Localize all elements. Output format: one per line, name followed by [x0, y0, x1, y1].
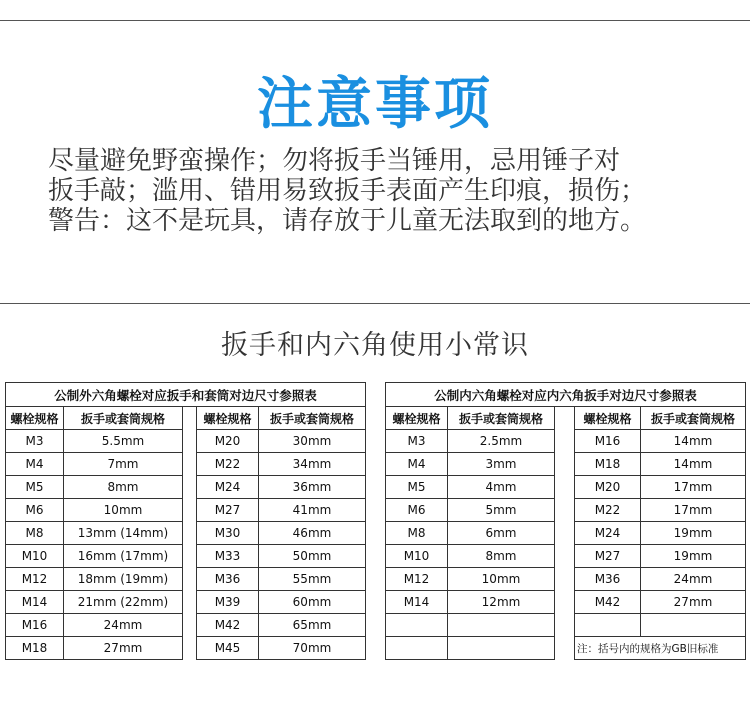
- bolt-size-cell: M10: [386, 545, 448, 568]
- wrench-size-cell: 10mm: [64, 499, 183, 522]
- bolt-size-cell: M39: [197, 591, 259, 614]
- table-gap: [183, 545, 197, 568]
- bolt-size-cell: M24: [575, 522, 641, 545]
- bolt-size-cell: M16: [6, 614, 64, 637]
- bolt-size-cell: M10: [6, 545, 64, 568]
- table-row: [6, 614, 746, 637]
- table-gap: [183, 522, 197, 545]
- bolt-size-cell: M12: [6, 568, 64, 591]
- table-row: [6, 453, 746, 476]
- bolt-size-cell: M45: [197, 637, 259, 660]
- table-gap: [555, 591, 575, 614]
- wrench-size-cell: 17mm: [641, 476, 746, 499]
- column-header-bolt: 螺栓规格: [197, 407, 259, 430]
- bolt-size-cell: M14: [6, 591, 64, 614]
- bolt-size-cell: M42: [575, 591, 641, 614]
- notice-line: 警告：这不是玩具，请存放于儿童无法取到的地方。: [48, 206, 647, 236]
- table-gap: [555, 522, 575, 545]
- wrench-size-cell: 7mm: [64, 453, 183, 476]
- table-gap: [366, 591, 386, 614]
- table-gap: [183, 614, 197, 637]
- bolt-size-cell: M18: [6, 637, 64, 660]
- notice-line: 扳手敲；滥用、错用易致扳手表面产生印痕，损伤；: [48, 176, 647, 206]
- wrench-size-cell: 50mm: [259, 545, 366, 568]
- wrench-size-cell: 13mm (14mm): [64, 522, 183, 545]
- right-table-header: 公制内六角螺栓对应内六角扳手对边尺寸参照表: [386, 383, 746, 407]
- column-header-wrench: 扳手或套筒规格: [64, 407, 183, 430]
- wrench-size-cell: 6mm: [448, 522, 555, 545]
- table-row: [6, 499, 746, 522]
- wrench-size-cell: 24mm: [641, 568, 746, 591]
- bolt-size-cell: M8: [386, 522, 448, 545]
- bolt-size-cell: M36: [197, 568, 259, 591]
- table-gap: [366, 407, 386, 430]
- wrench-size-cell: 30mm: [259, 430, 366, 453]
- table-row: [6, 568, 746, 591]
- reference-table: [5, 382, 746, 660]
- table-row: [6, 637, 746, 660]
- table-row: [6, 522, 746, 545]
- column-header-bolt: 螺栓规格: [386, 407, 448, 430]
- wrench-size-cell: 12mm: [448, 591, 555, 614]
- wrench-size-cell: 14mm: [641, 430, 746, 453]
- wrench-size-cell: 24mm: [64, 614, 183, 637]
- bolt-size-cell: M5: [386, 476, 448, 499]
- table-gap: [366, 545, 386, 568]
- table-gap: [366, 476, 386, 499]
- section-subtitle: 扳手和内六角使用小常识: [221, 330, 529, 361]
- wrench-size-cell: 5.5mm: [64, 430, 183, 453]
- wrench-size-cell: 60mm: [259, 591, 366, 614]
- bolt-size-cell: [386, 637, 448, 660]
- bolt-size-cell: M22: [197, 453, 259, 476]
- bolt-size-cell: M36: [575, 568, 641, 591]
- wrench-size-cell: 65mm: [259, 614, 366, 637]
- wrench-size-cell: 21mm (22mm): [64, 591, 183, 614]
- section-divider: [0, 303, 750, 304]
- wrench-size-cell: 4mm: [448, 476, 555, 499]
- wrench-size-cell: 8mm: [64, 476, 183, 499]
- table-gap: [555, 499, 575, 522]
- table-gap: [555, 407, 575, 430]
- table-gap: [366, 430, 386, 453]
- bolt-size-cell: M4: [6, 453, 64, 476]
- bolt-size-cell: M3: [6, 430, 64, 453]
- notice-text: [48, 146, 738, 236]
- table-gap: [366, 614, 386, 637]
- bolt-size-cell: M27: [575, 545, 641, 568]
- wrench-size-cell: 70mm: [259, 637, 366, 660]
- bolt-size-cell: M20: [575, 476, 641, 499]
- bolt-size-cell: M16: [575, 430, 641, 453]
- wrench-size-cell: [448, 637, 555, 660]
- bolt-size-cell: M6: [6, 499, 64, 522]
- table-row: [6, 545, 746, 568]
- bolt-size-cell: M3: [386, 430, 448, 453]
- wrench-size-cell: 14mm: [641, 453, 746, 476]
- bolt-size-cell: M33: [197, 545, 259, 568]
- wrench-size-cell: 19mm: [641, 522, 746, 545]
- left-table-header: 公制外六角螺栓对应扳手和套筒对边尺寸参照表: [6, 383, 366, 407]
- table-gap: [555, 430, 575, 453]
- table-gap: [183, 407, 197, 430]
- bolt-size-cell: M20: [197, 430, 259, 453]
- table-gap: [366, 637, 386, 660]
- bolt-size-cell: M42: [197, 614, 259, 637]
- wrench-size-cell: 41mm: [259, 499, 366, 522]
- table-gap: [183, 568, 197, 591]
- wrench-size-cell: 5mm: [448, 499, 555, 522]
- table-row: [6, 430, 746, 453]
- bolt-size-cell: [386, 614, 448, 637]
- bolt-size-cell: M22: [575, 499, 641, 522]
- bolt-size-cell: M8: [6, 522, 64, 545]
- bolt-size-cell: M24: [197, 476, 259, 499]
- wrench-size-cell: [641, 614, 746, 637]
- table-gap: [366, 499, 386, 522]
- wrench-size-cell: 16mm (17mm): [64, 545, 183, 568]
- column-header-wrench: 扳手或套筒规格: [259, 407, 366, 430]
- top-divider: [0, 20, 750, 21]
- wrench-size-cell: 27mm: [641, 591, 746, 614]
- column-header-bolt: 螺栓规格: [575, 407, 641, 430]
- wrench-size-cell: 34mm: [259, 453, 366, 476]
- table-gap: [183, 499, 197, 522]
- table-gap: [555, 453, 575, 476]
- table-gap: [366, 453, 386, 476]
- bolt-size-cell: M6: [386, 499, 448, 522]
- column-header-wrench: 扳手或套筒规格: [448, 407, 555, 430]
- table-gap: [366, 383, 386, 407]
- wrench-size-cell: 3mm: [448, 453, 555, 476]
- bolt-size-cell: M18: [575, 453, 641, 476]
- bolt-size-cell: [575, 614, 641, 637]
- table-gap: [183, 430, 197, 453]
- wrench-size-cell: 8mm: [448, 545, 555, 568]
- table-gap: [183, 637, 197, 660]
- table-row: [6, 476, 746, 499]
- table-gap: [555, 476, 575, 499]
- wrench-size-cell: [448, 614, 555, 637]
- wrench-size-cell: 19mm: [641, 545, 746, 568]
- wrench-size-cell: 17mm: [641, 499, 746, 522]
- table-gap: [555, 545, 575, 568]
- wrench-size-cell: 10mm: [448, 568, 555, 591]
- bolt-size-cell: M12: [386, 568, 448, 591]
- table-gap: [366, 522, 386, 545]
- table-gap: [555, 568, 575, 591]
- table-gap: [183, 453, 197, 476]
- table-gap: [555, 614, 575, 637]
- table-gap: [555, 637, 575, 660]
- wrench-size-cell: 36mm: [259, 476, 366, 499]
- table-gap: [183, 476, 197, 499]
- notice-line: 尽量避免野蛮操作；勿将扳手当锤用，忌用锤子对: [48, 146, 621, 176]
- table-row: [6, 591, 746, 614]
- bolt-size-cell: M14: [386, 591, 448, 614]
- column-header-bolt: 螺栓规格: [6, 407, 64, 430]
- wrench-size-cell: 18mm (19mm): [64, 568, 183, 591]
- wrench-size-cell: 2.5mm: [448, 430, 555, 453]
- wrench-size-cell: 55mm: [259, 568, 366, 591]
- column-header-wrench: 扳手或套筒规格: [641, 407, 746, 430]
- bolt-size-cell: M27: [197, 499, 259, 522]
- bolt-size-cell: M30: [197, 522, 259, 545]
- wrench-size-cell: 27mm: [64, 637, 183, 660]
- wrench-size-cell: 46mm: [259, 522, 366, 545]
- table-gap: [183, 591, 197, 614]
- bolt-size-cell: M4: [386, 453, 448, 476]
- table-note: 注：括号内的规格为GB旧标准: [575, 637, 746, 660]
- table-gap: [366, 568, 386, 591]
- page-title: 注意事项: [257, 72, 493, 137]
- bolt-size-cell: M5: [6, 476, 64, 499]
